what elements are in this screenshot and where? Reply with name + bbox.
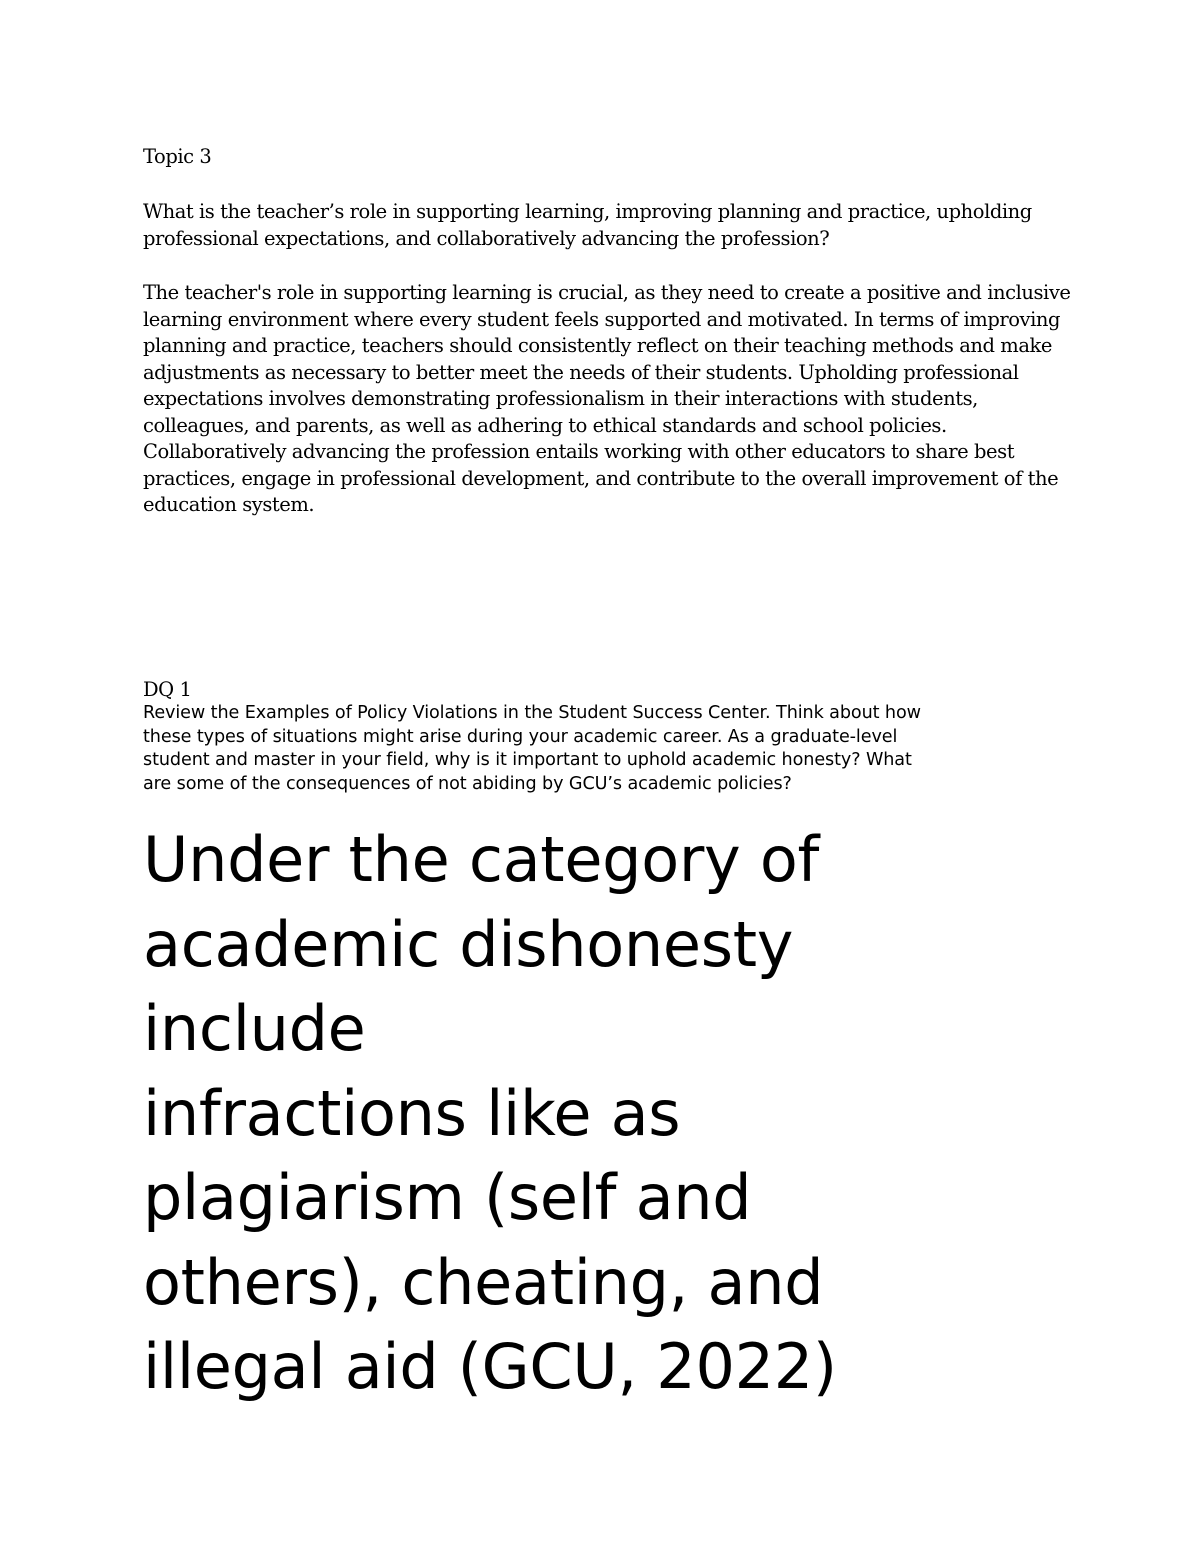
topic-answer-line: Collaboratively advancing the profession entails working with other educators to share best <box>143 440 1015 463</box>
topic-answer-line: learning environment where every student feels supported and motivated. In terms of improving <box>143 307 1061 331</box>
topic-answer <box>143 280 1073 519</box>
dq-prompt-line: Review the Examples of Policy Violations in the Student Success Center. Think about how <box>143 703 921 723</box>
topic-question-line: What is the teacher’s role in supporting learning, improving planning and practice, upholding <box>143 200 1032 223</box>
dq-answer-line: infractions like as <box>143 1076 681 1150</box>
dq-prompt-line: student and master in your field, why is it important to uphold academic honesty? What <box>143 750 912 770</box>
dq-heading <box>143 677 191 704</box>
topic-answer-line: planning and practice, teachers should consistently reflect on their teaching methods and make <box>143 334 1052 357</box>
topic-answer-line: adjustments as necessary to better meet the needs of their students. Upholding professional <box>143 360 1019 384</box>
topic-heading <box>143 144 211 171</box>
topic-question-line: professional expectations, and collaboratively advancing the profession? <box>143 226 830 250</box>
topic-answer-line: practices, engage in professional development, and contribute to the overall improvement of the <box>143 466 1059 490</box>
topic-question <box>143 199 1063 252</box>
dq-answer <box>143 818 1143 1410</box>
topic-answer-line: colleagues, and parents, as well as adhering to ethical standards and school policies. <box>143 413 947 437</box>
dq-heading-text: DQ 1 <box>143 678 192 701</box>
dq-answer-line: include <box>143 992 366 1065</box>
topic-heading-text: Topic 3 <box>143 145 212 168</box>
dq-prompt-line: are some of the consequences of not abiding by GCU’s academic policies? <box>143 773 792 794</box>
topic-answer-line: The teacher's role in supporting learning is crucial, as they need to create a positive and inclusive <box>143 281 1071 304</box>
dq-prompt <box>143 702 1063 796</box>
dq-prompt-line: these types of situations might arise during your academic career. As a graduate-level <box>143 726 898 747</box>
topic-answer-line: expectations involves demonstrating professionalism in their interactions with students, <box>143 387 978 410</box>
dq-answer-line: Under the category of <box>143 823 820 896</box>
dq-answer-line: illegal aid (GCU, 2022) <box>143 1330 837 1403</box>
dq-answer-line: others), cheating, and <box>143 1245 824 1319</box>
topic-answer-line: education system. <box>143 493 315 516</box>
dq-answer-line: academic dishonesty <box>143 907 794 981</box>
dq-answer-line: plagiarism (self and <box>143 1161 752 1234</box>
